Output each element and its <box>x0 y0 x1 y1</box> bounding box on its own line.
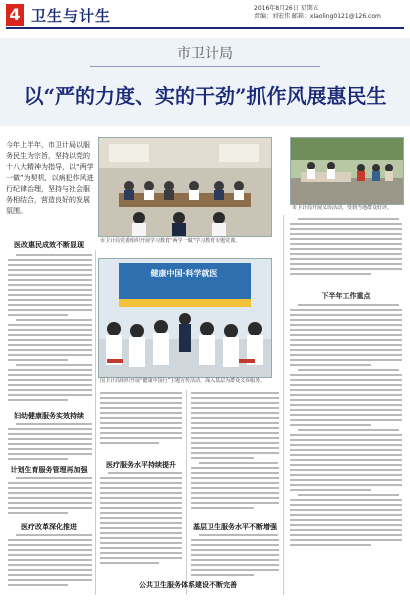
column-divider <box>186 390 187 595</box>
headline-divider <box>90 66 320 67</box>
headline-title: 以“严的力度、实的干劲”抓作风展惠民生 <box>23 84 387 108</box>
column-divider <box>95 250 96 595</box>
issue-info <box>254 5 404 21</box>
body-text-block <box>290 304 402 549</box>
body-text-block <box>191 392 279 512</box>
lead-paragraph: 今年上半年，市卫计局以服务民生为宗旨，坚持以党的十八大精神为指导，以“两学一做”为契机，以病犯作风进行纪律治理，坚持与社会服务相结合，营造良好的发展氛围。 <box>6 141 94 215</box>
subhead-public-health: 公共卫生服务体系建设不断完善 <box>139 581 237 589</box>
column-divider <box>283 215 284 595</box>
meeting-photo <box>98 137 272 237</box>
subhead-grassroots-service: 基层卫生服务水平不断增强 <box>193 523 277 531</box>
body-text-block <box>191 534 279 579</box>
body-text-block <box>8 534 92 589</box>
issue-date: 2016年8月26日 星期五 <box>254 5 319 12</box>
campaign-banner-text: 健康中国·科学就医 <box>150 269 218 278</box>
page-number: 4 <box>6 4 24 26</box>
subhead-family-planning: 计划生育服务管理再加强 <box>10 466 88 474</box>
subhead-medical-reform: 医疗改革深化推进 <box>21 523 77 531</box>
subhead-h2-priorities: 下半年工作重点 <box>321 292 371 300</box>
editor-contact: 责编：刘宏伟 邮箱：xlaoling0121@126.com <box>254 13 381 20</box>
headline-kicker: 市卫计局 <box>177 46 233 62</box>
subhead-medical-service: 医疗服务水平持续提升 <box>106 461 176 469</box>
clinic-photo <box>290 137 404 205</box>
body-text-block <box>8 254 92 404</box>
body-text-block <box>8 423 92 463</box>
body-text-block <box>290 218 402 278</box>
section-title: 卫生与计生 <box>31 7 112 25</box>
meeting-photo-caption: 市卫计局党委组织开展学习教育“两学一做”学习教育专题党课。 <box>100 238 241 244</box>
body-text-block <box>100 472 182 567</box>
masthead-rule <box>6 27 404 29</box>
clinic-photo-caption: 市卫计局开展义诊活动，受到当地群众好评。 <box>292 205 393 211</box>
body-text-block <box>100 392 182 447</box>
subhead-reform-results: 医改惠民成效不断显现 <box>14 241 84 249</box>
subhead-maternal-child: 妇幼健康服务实效持续 <box>14 412 84 420</box>
body-text-block <box>8 477 92 517</box>
campaign-photo-caption: 国卫计局组织开展“健康中国行”主题宣传活动，深入基层为群众义诊服务。 <box>100 378 266 384</box>
